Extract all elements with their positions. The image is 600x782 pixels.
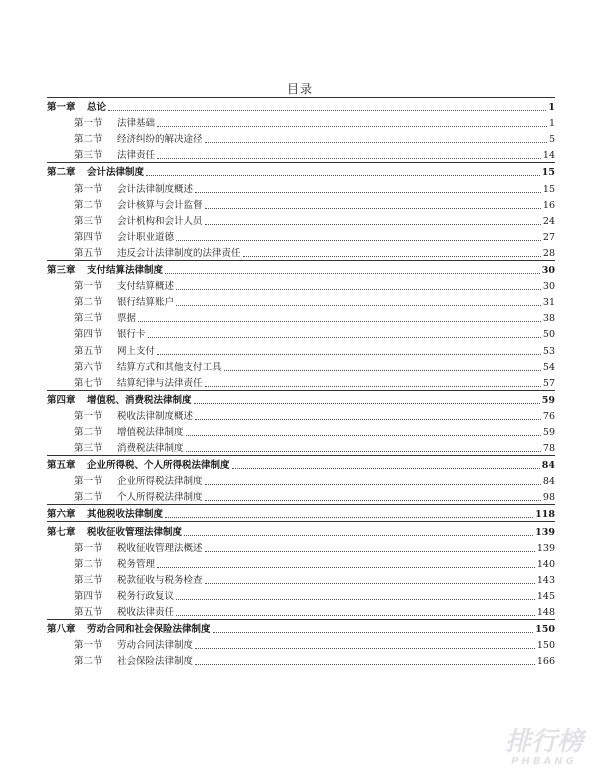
dot-leader — [146, 175, 540, 176]
section-title: 社会保险法律制度 — [117, 656, 194, 668]
dot-leader — [184, 535, 533, 536]
toc-section-row[interactable] — [47, 488, 555, 504]
watermark-logo — [498, 728, 590, 772]
toc-section-row[interactable] — [47, 571, 555, 587]
toc-section-row[interactable] — [47, 114, 555, 130]
toc-chapter-row[interactable] — [47, 522, 555, 538]
page-number: 59 — [541, 394, 555, 406]
toc-section-row[interactable] — [47, 358, 555, 374]
section-title: 票据 — [117, 313, 137, 325]
toc-section-row[interactable] — [47, 652, 555, 668]
page-number: 28 — [542, 247, 555, 259]
page-number: 15 — [541, 167, 555, 179]
section-number: 第一节 — [74, 118, 103, 130]
page-number: 5 — [548, 134, 555, 146]
dot-leader — [224, 370, 541, 371]
toc-section-row[interactable] — [47, 439, 555, 455]
page-number: 24 — [542, 215, 555, 227]
toc-section-row[interactable] — [47, 196, 555, 212]
dot-leader — [205, 500, 541, 501]
page-number: 139 — [536, 542, 555, 554]
page-number: 139 — [535, 526, 555, 538]
watermark-text: 排行榜 — [504, 727, 583, 757]
section-number: 第一节 — [74, 640, 103, 652]
section-title: 法律基础 — [117, 118, 156, 130]
dot-leader — [195, 419, 541, 420]
section-title: 经济纠纷的解决途径 — [117, 134, 203, 146]
section-number: 第四节 — [74, 231, 103, 243]
dot-leader — [205, 583, 535, 584]
dot-leader — [195, 192, 541, 193]
section-title: 结算方式和其他支付工具 — [117, 361, 222, 373]
dot-leader — [232, 468, 540, 469]
page-number: 57 — [542, 377, 555, 389]
chapter-title: 增值税、消费税法律制度 — [87, 394, 192, 406]
toc-section-row[interactable] — [47, 587, 555, 603]
section-title: 银行结算账户 — [117, 297, 175, 309]
chapter-title: 税收征收管理法律制度 — [87, 526, 183, 538]
dot-leader — [205, 142, 547, 143]
section-number: 第一节 — [74, 281, 103, 293]
dot-leader — [205, 386, 541, 387]
section-title: 会计核算与会计监督 — [117, 199, 203, 211]
section-number: 第二节 — [74, 426, 103, 438]
page-number: 30 — [542, 281, 555, 293]
section-number: 第二节 — [74, 656, 103, 668]
toc-section-row[interactable] — [47, 423, 555, 439]
page-number: 31 — [542, 297, 555, 309]
dot-leader — [157, 354, 541, 355]
chapter-number: 第二章 — [47, 167, 76, 179]
toc-section-row[interactable] — [47, 309, 555, 325]
toc-section-row[interactable] — [47, 179, 555, 195]
chapter-number: 第六章 — [47, 509, 76, 521]
section-title: 税务管理 — [117, 558, 156, 570]
section-title: 结算纪律与法律责任 — [117, 377, 203, 389]
dot-leader — [205, 551, 535, 552]
chapter-number: 第一章 — [47, 102, 76, 114]
toc-section-row[interactable] — [47, 555, 555, 571]
page-number: 140 — [536, 558, 555, 570]
toc-chapter-row[interactable] — [47, 98, 555, 114]
dot-leader — [148, 337, 541, 338]
chapter-number: 第三章 — [47, 265, 76, 277]
page-number: 150 — [535, 624, 555, 636]
page-number: 59 — [542, 426, 555, 438]
dot-leader — [165, 517, 533, 518]
chapter-number: 第五章 — [47, 460, 76, 472]
section-number: 第一节 — [74, 476, 103, 488]
section-title: 法律责任 — [117, 150, 156, 162]
page-number: 98 — [542, 492, 555, 504]
page-number: 148 — [536, 607, 555, 618]
section-title: 税收法律责任 — [117, 607, 175, 618]
section-number: 第六节 — [74, 361, 103, 373]
page-number: 145 — [536, 590, 555, 602]
page-number: 14 — [542, 150, 555, 162]
dot-leader — [157, 567, 535, 568]
page-number: 76 — [542, 410, 555, 422]
toc-chapter-row[interactable] — [47, 620, 555, 636]
section-title: 网上支付 — [117, 345, 156, 357]
dot-leader — [176, 289, 541, 290]
dot-leader — [176, 305, 541, 306]
section-title: 企业所得税法律制度 — [117, 476, 203, 488]
toc-section-row[interactable] — [47, 374, 555, 390]
page-number: 54 — [542, 361, 555, 373]
section-title: 违反会计法律制度的法律责任 — [117, 247, 241, 259]
section-number: 第二节 — [74, 558, 103, 570]
chapter-title: 总论 — [87, 102, 107, 114]
section-title: 税收征收管理法概述 — [117, 542, 203, 554]
toc-section-row[interactable] — [47, 325, 555, 341]
dot-leader — [205, 208, 541, 209]
page-number: 1 — [548, 118, 555, 130]
dot-leader — [186, 435, 541, 436]
section-number: 第一节 — [74, 410, 103, 422]
watermark-subtext: PHBANG — [511, 756, 577, 767]
toc-chapter-row[interactable] — [47, 456, 555, 472]
toc-section-row[interactable] — [47, 277, 555, 293]
section-number: 第二节 — [74, 297, 103, 309]
chapter-number: 第七章 — [47, 526, 76, 538]
toc-chapter-row[interactable] — [47, 163, 555, 179]
dot-leader — [165, 273, 540, 274]
chapter-title: 其他税收法律制度 — [87, 509, 164, 521]
dot-leader — [195, 648, 535, 649]
section-title: 会计机构和会计人员 — [117, 215, 203, 227]
toc-section-row[interactable] — [47, 146, 555, 162]
section-number: 第三节 — [74, 150, 103, 162]
toc-chapter-row[interactable] — [47, 261, 555, 277]
table-of-contents — [47, 97, 555, 668]
page-number: 50 — [542, 329, 555, 341]
page-number: 16 — [542, 199, 555, 211]
page-number: 150 — [536, 640, 555, 652]
section-title: 劳动合同法律制度 — [117, 640, 194, 652]
page-number: 38 — [542, 313, 555, 325]
section-number: 第四节 — [74, 329, 103, 341]
page-number: 84 — [542, 476, 555, 488]
dot-leader — [157, 126, 547, 127]
chapter-title: 支付结算法律制度 — [87, 265, 164, 277]
section-number: 第二节 — [74, 134, 103, 146]
page-title: 目录 — [286, 82, 313, 96]
dot-leader — [205, 484, 541, 485]
dot-leader — [243, 256, 541, 257]
section-title: 个人所得税法律制度 — [117, 492, 203, 504]
page-number: 53 — [542, 345, 555, 357]
toc-section-row[interactable] — [47, 228, 555, 244]
toc-section-row[interactable] — [47, 636, 555, 652]
dot-leader — [213, 632, 534, 633]
page-number: 84 — [541, 460, 555, 472]
dot-leader — [176, 240, 541, 241]
section-title: 税款征收与税务检查 — [117, 574, 203, 586]
dot-leader — [108, 110, 546, 111]
section-title: 会计法律制度概述 — [117, 183, 194, 195]
section-number: 第四节 — [74, 590, 103, 602]
section-title: 消费税法律制度 — [117, 443, 184, 455]
dot-leader — [195, 664, 535, 665]
section-title: 税务行政复议 — [117, 590, 175, 602]
toc-section-row[interactable] — [47, 539, 555, 555]
dot-leader — [205, 224, 541, 225]
toc-section-row[interactable] — [47, 212, 555, 228]
section-number: 第一节 — [74, 183, 103, 195]
page-number: 1 — [548, 102, 555, 114]
page-number: 15 — [542, 183, 555, 195]
page-number: 118 — [535, 509, 555, 521]
page-number: 166 — [536, 656, 555, 668]
section-number: 第二节 — [74, 492, 103, 504]
page-number: 143 — [536, 574, 555, 586]
toc-section-row[interactable] — [47, 130, 555, 146]
page-number: 27 — [542, 231, 555, 243]
chapter-title: 劳动合同和社会保险法律制度 — [87, 624, 211, 636]
section-number: 第五节 — [74, 607, 103, 618]
section-title: 会计职业道德 — [117, 231, 175, 243]
section-title: 银行卡 — [117, 329, 146, 341]
chapter-number: 第四章 — [47, 394, 76, 406]
toc-section-row[interactable] — [47, 603, 555, 619]
section-title: 税收法律制度概述 — [117, 410, 194, 422]
dot-leader — [138, 321, 541, 322]
section-number: 第五节 — [74, 345, 103, 357]
page-number: 30 — [541, 265, 555, 277]
dot-leader — [176, 599, 535, 600]
section-number: 第三节 — [74, 574, 103, 586]
section-number: 第三节 — [74, 313, 103, 325]
toc-chapter-row[interactable] — [47, 505, 555, 521]
chapter-title: 企业所得税、个人所得税法律制度 — [87, 460, 230, 472]
chapter-number: 第八章 — [47, 624, 76, 636]
dot-leader — [157, 158, 541, 159]
toc-section-row[interactable] — [47, 472, 555, 488]
section-number: 第三节 — [74, 443, 103, 455]
section-number: 第七节 — [74, 377, 103, 389]
chapter-title: 会计法律制度 — [87, 167, 145, 179]
toc-section-row[interactable] — [47, 407, 555, 423]
section-title: 支付结算概述 — [117, 281, 175, 293]
section-number: 第一节 — [74, 542, 103, 554]
section-number: 第五节 — [74, 247, 103, 259]
dot-leader — [194, 403, 540, 404]
dot-leader — [176, 615, 535, 616]
toc-section-row[interactable] — [47, 293, 555, 309]
page-number: 78 — [542, 443, 555, 455]
section-number: 第三节 — [74, 215, 103, 227]
toc-chapter-row[interactable] — [47, 391, 555, 407]
section-title: 增值税法律制度 — [117, 426, 184, 438]
dot-leader — [186, 451, 541, 452]
section-number: 第二节 — [74, 199, 103, 211]
toc-section-row[interactable] — [47, 244, 555, 260]
toc-section-row[interactable] — [47, 341, 555, 357]
